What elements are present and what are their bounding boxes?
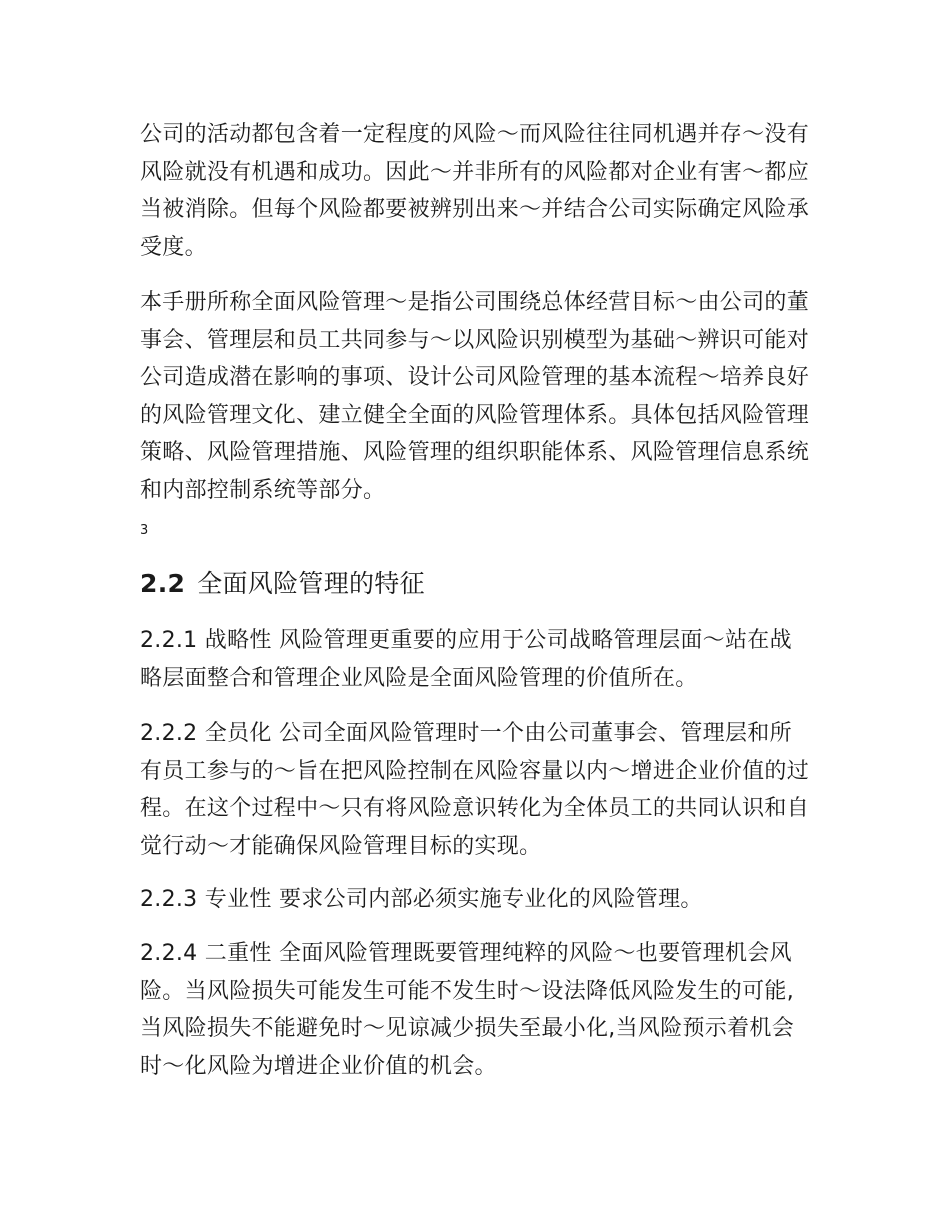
intro-paragraph: 公司的活动都包含着一定程度的风险～而风险往往同机遇并存～没有风险就没有机遇和成功。因此～并非所有的风险都对企业有害～都应当被消除。但每个风险都要被辨别出来～并结合公司实际确定风险承受度。 <box>140 122 810 260</box>
definition-paragraph: 本手册所称全面风险管理～是指公司围绕总体经营目标～由公司的董事会、管理层和员工共同参与～以风险识别模型为基础～辨识可能对公司造成潜在影响的事项、设计公司风险管理的基本流程～培养良好的风险管理文化、建立健全全面的风险管理体系。具体包括风险管理策略、风险管理措施、风险管理的组织职能体系、风险管理信息系统和内部控制系统等部分。 <box>140 290 810 503</box>
page-number: 3 <box>140 523 149 538</box>
section-heading <box>140 565 425 603</box>
feature-item-professional: 2.2.3 专业性 要求公司内部必须实施专业化的风险管理。 <box>140 887 703 912</box>
section-title: 全面风险管理的特征 <box>197 569 425 598</box>
feature-item-company-wide: 2.2.2 全员化 公司全面风险管理时一个由公司董事会、管理层和所有员工参与的～旨在把风险控制在风险容量以内～增进企业价值的过程。在这个过程中～只有将风险意识转化为全体员工的共同认识和自觉行动～才能确保风险管理目标的实现。 <box>140 721 810 859</box>
feature-item-strategic: 2.2.1 战略性 风险管理更重要的应用于公司战略管理层面～站在战略层面整合和管理企业风险是全面风险管理的价值所在。 <box>140 628 792 691</box>
section-number: 2.2 <box>140 569 186 598</box>
feature-item-duality: 2.2.4 二重性 全面风险管理既要管理纯粹的风险～也要管理机会风险。当风险损失可能发生可能不发生时～设法降低风险发生的可能,当风险损失不能避免时～见谅减少损失至最小化,当风险预示着机会时～化风险为增进企业价值的机会。 <box>140 941 794 1079</box>
